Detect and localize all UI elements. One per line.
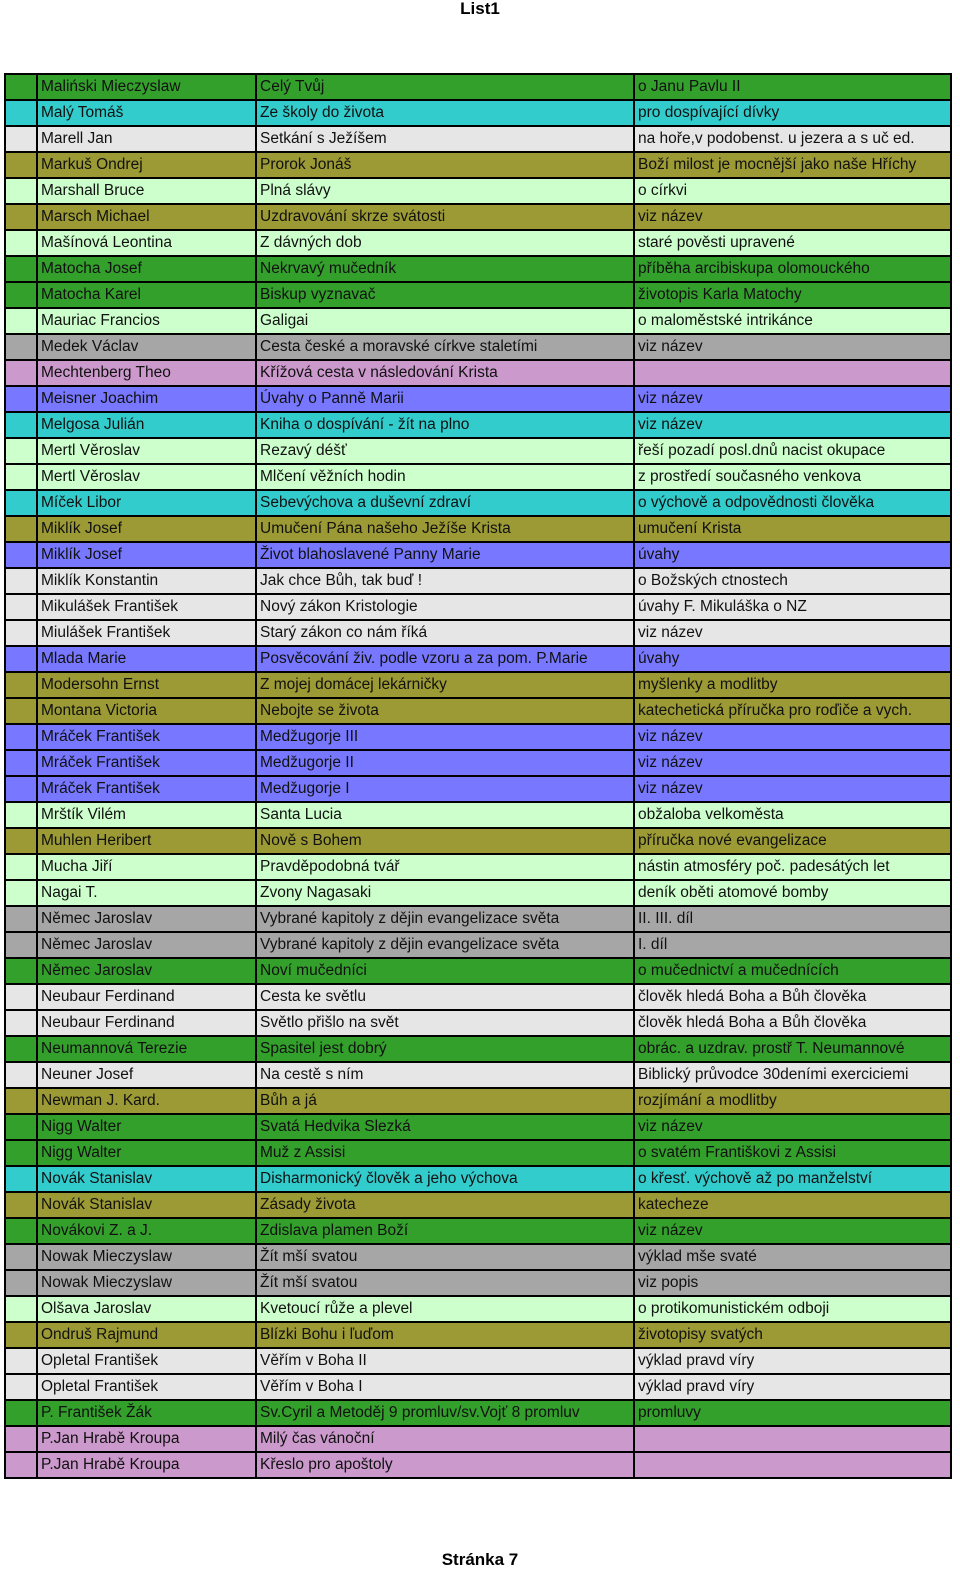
row-marker-cell[interactable] bbox=[5, 776, 37, 802]
table-row bbox=[5, 1010, 951, 1036]
title-cell[interactable]: Plná slávy bbox=[256, 178, 634, 204]
row-marker-cell[interactable] bbox=[5, 1296, 37, 1322]
note-cell[interactable]: viz název bbox=[634, 750, 951, 776]
row-marker-cell[interactable] bbox=[5, 594, 37, 620]
author-cell[interactable]: Miklík Konstantin bbox=[37, 568, 256, 594]
row-marker-cell[interactable] bbox=[5, 1192, 37, 1218]
author-cell[interactable]: Matocha Josef bbox=[37, 256, 256, 282]
note-cell[interactable]: životopisy svatých bbox=[634, 1322, 951, 1348]
table-row bbox=[5, 282, 951, 308]
row-marker-cell[interactable] bbox=[5, 204, 37, 230]
row-marker-cell[interactable] bbox=[5, 1322, 37, 1348]
table-row bbox=[5, 1426, 951, 1452]
book-table bbox=[4, 73, 952, 1479]
note-cell[interactable]: staré pověsti upravené bbox=[634, 230, 951, 256]
author-cell[interactable]: Němec Jaroslav bbox=[37, 958, 256, 984]
table-row bbox=[5, 1036, 951, 1062]
table-row bbox=[5, 74, 951, 100]
note-cell[interactable]: katecheze bbox=[634, 1192, 951, 1218]
title-cell[interactable]: Pravděpodobná tvář bbox=[256, 854, 634, 880]
row-marker-cell[interactable] bbox=[5, 1114, 37, 1140]
author-cell[interactable]: Marell Jan bbox=[37, 126, 256, 152]
title-cell[interactable]: Muž z Assisi bbox=[256, 1140, 634, 1166]
table-row bbox=[5, 438, 951, 464]
table-row bbox=[5, 1192, 951, 1218]
title-cell[interactable]: Blízki Bohu i ľuďom bbox=[256, 1322, 634, 1348]
table-row bbox=[5, 1218, 951, 1244]
table-row bbox=[5, 152, 951, 178]
note-cell[interactable]: řeší pozadí posl.dnů nacist okupace bbox=[634, 438, 951, 464]
author-cell[interactable]: Mertl Věroslav bbox=[37, 438, 256, 464]
author-cell[interactable]: Medek Václav bbox=[37, 334, 256, 360]
author-cell[interactable]: Miulášek František bbox=[37, 620, 256, 646]
author-cell[interactable]: Mauriac Francios bbox=[37, 308, 256, 334]
title-cell[interactable]: Milý čas vánoční bbox=[256, 1426, 634, 1452]
note-cell[interactable]: rozjímání a modlitby bbox=[634, 1088, 951, 1114]
page-number: Stránka 7 bbox=[441, 1550, 519, 1569]
row-marker-cell[interactable] bbox=[5, 906, 37, 932]
note-cell[interactable]: pro dospívající dívky bbox=[634, 100, 951, 126]
note-cell[interactable]: viz název bbox=[634, 1218, 951, 1244]
note-cell[interactable]: z prostředí současného venkova bbox=[634, 464, 951, 490]
row-marker-cell[interactable] bbox=[5, 1218, 37, 1244]
author-cell[interactable]: Maliński Mieczyslaw bbox=[37, 74, 256, 100]
note-cell[interactable]: viz název bbox=[634, 776, 951, 802]
title-cell[interactable]: Bůh a já bbox=[256, 1088, 634, 1114]
author-cell[interactable]: Novákovi Z. a J. bbox=[37, 1218, 256, 1244]
row-marker-cell[interactable] bbox=[5, 230, 37, 256]
author-cell[interactable]: Melgosa Julián bbox=[37, 412, 256, 438]
author-cell[interactable]: Mertl Věroslav bbox=[37, 464, 256, 490]
author-cell[interactable]: Nowak Mieczyslaw bbox=[37, 1270, 256, 1296]
author-cell[interactable]: Muhlen Heribert bbox=[37, 828, 256, 854]
title-cell[interactable]: Svatá Hedvika Slezká bbox=[256, 1114, 634, 1140]
author-cell[interactable]: Opletal František bbox=[37, 1348, 256, 1374]
author-cell[interactable]: Nowak Mieczyslaw bbox=[37, 1244, 256, 1270]
table-row bbox=[5, 828, 951, 854]
note-cell[interactable]: výklad pravd víry bbox=[634, 1348, 951, 1374]
author-cell[interactable]: Mrštík Vilém bbox=[37, 802, 256, 828]
author-cell[interactable]: Marsch Michael bbox=[37, 204, 256, 230]
note-cell[interactable]: výklad mše svaté bbox=[634, 1244, 951, 1270]
title-cell[interactable]: Sv.Cyril a Metoděj 9 promluv/sv.Vojť 8 promluv bbox=[256, 1400, 634, 1426]
table-row bbox=[5, 594, 951, 620]
author-cell[interactable]: Mráček František bbox=[37, 776, 256, 802]
note-cell[interactable]: o protikomunistickém odboji bbox=[634, 1296, 951, 1322]
note-cell[interactable]: I. díl bbox=[634, 932, 951, 958]
note-cell[interactable]: úvahy bbox=[634, 646, 951, 672]
title-cell[interactable]: Spasitel jest dobrý bbox=[256, 1036, 634, 1062]
note-cell[interactable]: viz název bbox=[634, 334, 951, 360]
author-cell[interactable]: Mikulášek František bbox=[37, 594, 256, 620]
table-row bbox=[5, 724, 951, 750]
table-row bbox=[5, 412, 951, 438]
row-marker-cell[interactable] bbox=[5, 1010, 37, 1036]
row-marker-cell[interactable] bbox=[5, 932, 37, 958]
table-row bbox=[5, 1244, 951, 1270]
row-marker-cell[interactable] bbox=[5, 256, 37, 282]
author-cell[interactable]: Nagai T. bbox=[37, 880, 256, 906]
table-body bbox=[5, 74, 951, 1478]
title-cell[interactable]: Noví mučedníci bbox=[256, 958, 634, 984]
title-cell[interactable]: Nebojte se života bbox=[256, 698, 634, 724]
note-cell[interactable]: příběha arcibiskupa olomouckého bbox=[634, 256, 951, 282]
row-marker-cell[interactable] bbox=[5, 620, 37, 646]
title-cell[interactable]: Křížová cesta v následování Krista bbox=[256, 360, 634, 386]
title-cell[interactable]: Cesta ke světlu bbox=[256, 984, 634, 1010]
row-marker-cell[interactable] bbox=[5, 1140, 37, 1166]
title-cell[interactable]: Biskup vyznavač bbox=[256, 282, 634, 308]
table-row bbox=[5, 1322, 951, 1348]
note-cell[interactable]: viz název bbox=[634, 620, 951, 646]
row-marker-cell[interactable] bbox=[5, 1036, 37, 1062]
table-row bbox=[5, 178, 951, 204]
row-marker-cell[interactable] bbox=[5, 1452, 37, 1478]
title-cell[interactable]: Jak chce Bůh, tak buď ! bbox=[256, 568, 634, 594]
note-cell[interactable]: Biblický průvodce 30deními exerciciemi bbox=[634, 1062, 951, 1088]
table-row bbox=[5, 568, 951, 594]
note-cell[interactable]: člověk hledá Boha a Bůh člověka bbox=[634, 1010, 951, 1036]
table-row bbox=[5, 646, 951, 672]
title-cell[interactable]: Cesta české a moravské církve staletími bbox=[256, 334, 634, 360]
note-cell[interactable]: viz název bbox=[634, 412, 951, 438]
row-marker-cell[interactable] bbox=[5, 828, 37, 854]
row-marker-cell[interactable] bbox=[5, 334, 37, 360]
note-cell[interactable]: příručka nové evangelizace bbox=[634, 828, 951, 854]
row-marker-cell[interactable] bbox=[5, 438, 37, 464]
author-cell[interactable]: Malý Tomáš bbox=[37, 100, 256, 126]
title-cell[interactable]: Zdislava plamen Boží bbox=[256, 1218, 634, 1244]
row-marker-cell[interactable] bbox=[5, 568, 37, 594]
row-marker-cell[interactable] bbox=[5, 542, 37, 568]
author-cell[interactable]: P.Jan Hrabě Kroupa bbox=[37, 1426, 256, 1452]
author-cell[interactable]: Nigg Walter bbox=[37, 1114, 256, 1140]
note-cell[interactable]: o Janu Pavlu II bbox=[634, 74, 951, 100]
title-cell[interactable]: Vybrané kapitoly z dějin evangelizace světa bbox=[256, 932, 634, 958]
note-cell[interactable]: výklad pravd víry bbox=[634, 1374, 951, 1400]
table-row bbox=[5, 334, 951, 360]
row-marker-cell[interactable] bbox=[5, 1244, 37, 1270]
table-row bbox=[5, 464, 951, 490]
table-row bbox=[5, 230, 951, 256]
title-cell[interactable]: Vybrané kapitoly z dějin evangelizace světa bbox=[256, 906, 634, 932]
title-cell[interactable]: Žít mší svatou bbox=[256, 1270, 634, 1296]
row-marker-cell[interactable] bbox=[5, 412, 37, 438]
note-cell[interactable]: o svatém Františkovi z Assisi bbox=[634, 1140, 951, 1166]
author-cell[interactable]: Ondruš Rajmund bbox=[37, 1322, 256, 1348]
row-marker-cell[interactable] bbox=[5, 152, 37, 178]
table-row bbox=[5, 776, 951, 802]
title-cell[interactable]: Z dávných dob bbox=[256, 230, 634, 256]
row-marker-cell[interactable] bbox=[5, 880, 37, 906]
row-marker-cell[interactable] bbox=[5, 1400, 37, 1426]
table-row bbox=[5, 204, 951, 230]
row-marker-cell[interactable] bbox=[5, 1426, 37, 1452]
note-cell[interactable]: o křesť. výchově až po manželství bbox=[634, 1166, 951, 1192]
title-cell[interactable]: Prorok Jonáš bbox=[256, 152, 634, 178]
title-cell[interactable]: Na cestě s ním bbox=[256, 1062, 634, 1088]
row-marker-cell[interactable] bbox=[5, 1088, 37, 1114]
author-cell[interactable]: Olšava Jaroslav bbox=[37, 1296, 256, 1322]
title-cell[interactable]: Křeslo pro apoštoly bbox=[256, 1452, 634, 1478]
table-row bbox=[5, 516, 951, 542]
table-row bbox=[5, 958, 951, 984]
title-cell[interactable]: Posvěcování živ. podle vzoru a za pom. P.Marie bbox=[256, 646, 634, 672]
row-marker-cell[interactable] bbox=[5, 750, 37, 776]
author-cell[interactable]: P.Jan Hrabě Kroupa bbox=[37, 1452, 256, 1478]
author-cell[interactable]: Němec Jaroslav bbox=[37, 906, 256, 932]
author-cell[interactable]: Neubaur Ferdinand bbox=[37, 984, 256, 1010]
table-row bbox=[5, 984, 951, 1010]
note-cell[interactable]: Boží milost je mocnější jako naše Hříchy bbox=[634, 152, 951, 178]
row-marker-cell[interactable] bbox=[5, 802, 37, 828]
title-cell[interactable]: Život blahoslavené Panny Marie bbox=[256, 542, 634, 568]
title-cell[interactable]: Z mojej domácej lekárničky bbox=[256, 672, 634, 698]
author-cell[interactable]: Nigg Walter bbox=[37, 1140, 256, 1166]
row-marker-cell[interactable] bbox=[5, 282, 37, 308]
author-cell[interactable]: Newman J. Kard. bbox=[37, 1088, 256, 1114]
title-cell[interactable]: Disharmonický člověk a jeho výchova bbox=[256, 1166, 634, 1192]
title-cell[interactable]: Ze školy do života bbox=[256, 100, 634, 126]
author-cell[interactable]: Mašínová Leontina bbox=[37, 230, 256, 256]
table-row bbox=[5, 672, 951, 698]
title-cell[interactable]: Santa Lucia bbox=[256, 802, 634, 828]
title-cell[interactable]: Umučení Pána našeho Ježíše Krista bbox=[256, 516, 634, 542]
table-row bbox=[5, 1270, 951, 1296]
row-marker-cell[interactable] bbox=[5, 360, 37, 386]
row-marker-cell[interactable] bbox=[5, 74, 37, 100]
author-cell[interactable]: Markuš Ondrej bbox=[37, 152, 256, 178]
table-row bbox=[5, 750, 951, 776]
note-cell[interactable]: o maloměstské intrikánce bbox=[634, 308, 951, 334]
table-row bbox=[5, 1348, 951, 1374]
sheet-title: List1 bbox=[460, 0, 500, 18]
title-cell[interactable]: Žít mší svatou bbox=[256, 1244, 634, 1270]
table-row bbox=[5, 542, 951, 568]
row-marker-cell[interactable] bbox=[5, 1348, 37, 1374]
table-row bbox=[5, 1452, 951, 1478]
author-cell[interactable]: Neuner Josef bbox=[37, 1062, 256, 1088]
author-cell[interactable]: Míček Libor bbox=[37, 490, 256, 516]
table-row bbox=[5, 932, 951, 958]
table-row bbox=[5, 1140, 951, 1166]
title-cell[interactable]: Medžugorje I bbox=[256, 776, 634, 802]
author-cell[interactable]: Modersohn Ernst bbox=[37, 672, 256, 698]
title-cell[interactable]: Nový zákon Kristologie bbox=[256, 594, 634, 620]
row-marker-cell[interactable] bbox=[5, 516, 37, 542]
title-cell[interactable]: Věřím v Boha I bbox=[256, 1374, 634, 1400]
table-row bbox=[5, 906, 951, 932]
table-row bbox=[5, 620, 951, 646]
author-cell[interactable]: Neumannová Terezie bbox=[37, 1036, 256, 1062]
row-marker-cell[interactable] bbox=[5, 646, 37, 672]
note-cell[interactable]: o Božských ctnostech bbox=[634, 568, 951, 594]
table-row bbox=[5, 1166, 951, 1192]
table-row bbox=[5, 1114, 951, 1140]
author-cell[interactable]: Miklík Josef bbox=[37, 542, 256, 568]
table-row bbox=[5, 1088, 951, 1114]
note-cell[interactable]: II. III. díl bbox=[634, 906, 951, 932]
table-row bbox=[5, 126, 951, 152]
author-cell[interactable]: Matocha Karel bbox=[37, 282, 256, 308]
author-cell[interactable]: Novák Stanislav bbox=[37, 1192, 256, 1218]
title-cell[interactable]: Rezavý déšť bbox=[256, 438, 634, 464]
author-cell[interactable]: Neubaur Ferdinand bbox=[37, 1010, 256, 1036]
row-marker-cell[interactable] bbox=[5, 1166, 37, 1192]
row-marker-cell[interactable] bbox=[5, 178, 37, 204]
note-cell[interactable]: viz název bbox=[634, 204, 951, 230]
note-cell[interactable]: viz popis bbox=[634, 1270, 951, 1296]
row-marker-cell[interactable] bbox=[5, 126, 37, 152]
note-cell[interactable]: promluvy bbox=[634, 1400, 951, 1426]
author-cell[interactable]: Montana Victoria bbox=[37, 698, 256, 724]
note-cell[interactable]: o výchově a odpovědnosti člověka bbox=[634, 490, 951, 516]
row-marker-cell[interactable] bbox=[5, 100, 37, 126]
author-cell[interactable]: Mucha Jiří bbox=[37, 854, 256, 880]
note-cell[interactable]: viz název bbox=[634, 724, 951, 750]
table-row bbox=[5, 880, 951, 906]
title-cell[interactable]: Uzdravování skrze svátosti bbox=[256, 204, 634, 230]
note-cell[interactable]: deník oběti atomové bomby bbox=[634, 880, 951, 906]
note-cell[interactable]: obrác. a uzdrav. prostř T. Neumannové bbox=[634, 1036, 951, 1062]
table-row bbox=[5, 1400, 951, 1426]
note-cell[interactable] bbox=[634, 1452, 951, 1478]
author-cell[interactable]: Mechtenberg Theo bbox=[37, 360, 256, 386]
author-cell[interactable]: Opletal František bbox=[37, 1374, 256, 1400]
table-row bbox=[5, 100, 951, 126]
author-cell[interactable]: Mráček František bbox=[37, 750, 256, 776]
title-cell[interactable]: Mlčení věžních hodin bbox=[256, 464, 634, 490]
row-marker-cell[interactable] bbox=[5, 698, 37, 724]
title-cell[interactable]: Nově s Bohem bbox=[256, 828, 634, 854]
title-cell[interactable]: Medžugorje II bbox=[256, 750, 634, 776]
table-row bbox=[5, 386, 951, 412]
note-cell[interactable]: o církvi bbox=[634, 178, 951, 204]
row-marker-cell[interactable] bbox=[5, 958, 37, 984]
title-cell[interactable]: Věřím v Boha II bbox=[256, 1348, 634, 1374]
note-cell[interactable]: myšlenky a modlitby bbox=[634, 672, 951, 698]
note-cell[interactable]: člověk hledá Boha a Bůh člověka bbox=[634, 984, 951, 1010]
row-marker-cell[interactable] bbox=[5, 724, 37, 750]
row-marker-cell[interactable] bbox=[5, 1374, 37, 1400]
title-cell[interactable]: Celý Tvůj bbox=[256, 74, 634, 100]
table-row bbox=[5, 360, 951, 386]
note-cell[interactable]: úvahy F. Mikuláška o NZ bbox=[634, 594, 951, 620]
note-cell[interactable]: umučení Krista bbox=[634, 516, 951, 542]
author-cell[interactable]: Němec Jaroslav bbox=[37, 932, 256, 958]
title-cell[interactable]: Úvahy o Panně Marii bbox=[256, 386, 634, 412]
title-cell[interactable]: Světlo přišlo na svět bbox=[256, 1010, 634, 1036]
title-cell[interactable]: Starý zákon co nám říká bbox=[256, 620, 634, 646]
title-cell[interactable]: Kniha o dospívání - žít na plno bbox=[256, 412, 634, 438]
author-cell[interactable]: Marshall Bruce bbox=[37, 178, 256, 204]
note-cell[interactable]: úvahy bbox=[634, 542, 951, 568]
title-cell[interactable]: Nekrvavý mučedník bbox=[256, 256, 634, 282]
table-row bbox=[5, 308, 951, 334]
table-row bbox=[5, 802, 951, 828]
row-marker-cell[interactable] bbox=[5, 386, 37, 412]
table-row bbox=[5, 854, 951, 880]
title-cell[interactable]: Sebevýchova a duševní zdraví bbox=[256, 490, 634, 516]
author-cell[interactable]: Meisner Joachim bbox=[37, 386, 256, 412]
author-cell[interactable]: Mráček František bbox=[37, 724, 256, 750]
row-marker-cell[interactable] bbox=[5, 308, 37, 334]
note-cell[interactable] bbox=[634, 360, 951, 386]
author-cell[interactable]: Miklík Josef bbox=[37, 516, 256, 542]
note-cell[interactable] bbox=[634, 1426, 951, 1452]
table-row bbox=[5, 256, 951, 282]
table-row bbox=[5, 490, 951, 516]
row-marker-cell[interactable] bbox=[5, 672, 37, 698]
note-cell[interactable]: obžaloba velkoměsta bbox=[634, 802, 951, 828]
row-marker-cell[interactable] bbox=[5, 464, 37, 490]
title-cell[interactable]: Zásady života bbox=[256, 1192, 634, 1218]
row-marker-cell[interactable] bbox=[5, 490, 37, 516]
table-row bbox=[5, 1062, 951, 1088]
note-cell[interactable]: na hoře,v podobenst. u jezera a s uč ed. bbox=[634, 126, 951, 152]
note-cell[interactable]: životopis Karla Matochy bbox=[634, 282, 951, 308]
note-cell[interactable]: viz název bbox=[634, 386, 951, 412]
row-marker-cell[interactable] bbox=[5, 1270, 37, 1296]
row-marker-cell[interactable] bbox=[5, 854, 37, 880]
author-cell[interactable]: Novák Stanislav bbox=[37, 1166, 256, 1192]
table-row bbox=[5, 1374, 951, 1400]
title-cell[interactable]: Setkání s Ježíšem bbox=[256, 126, 634, 152]
title-cell[interactable]: Galigai bbox=[256, 308, 634, 334]
note-cell[interactable]: katechetická příručka pro roďiče a vych. bbox=[634, 698, 951, 724]
title-cell[interactable]: Medžugorje III bbox=[256, 724, 634, 750]
row-marker-cell[interactable] bbox=[5, 1062, 37, 1088]
note-cell[interactable]: viz název bbox=[634, 1114, 951, 1140]
title-cell[interactable]: Zvony Nagasaki bbox=[256, 880, 634, 906]
table-row bbox=[5, 698, 951, 724]
row-marker-cell[interactable] bbox=[5, 984, 37, 1010]
note-cell[interactable]: nástin atmosféry poč. padesátých let bbox=[634, 854, 951, 880]
note-cell[interactable]: o mučednictví a mučednících bbox=[634, 958, 951, 984]
table-row bbox=[5, 1296, 951, 1322]
author-cell[interactable]: P. František Žák bbox=[37, 1400, 256, 1426]
author-cell[interactable]: Mlada Marie bbox=[37, 646, 256, 672]
title-cell[interactable]: Kvetoucí růže a plevel bbox=[256, 1296, 634, 1322]
